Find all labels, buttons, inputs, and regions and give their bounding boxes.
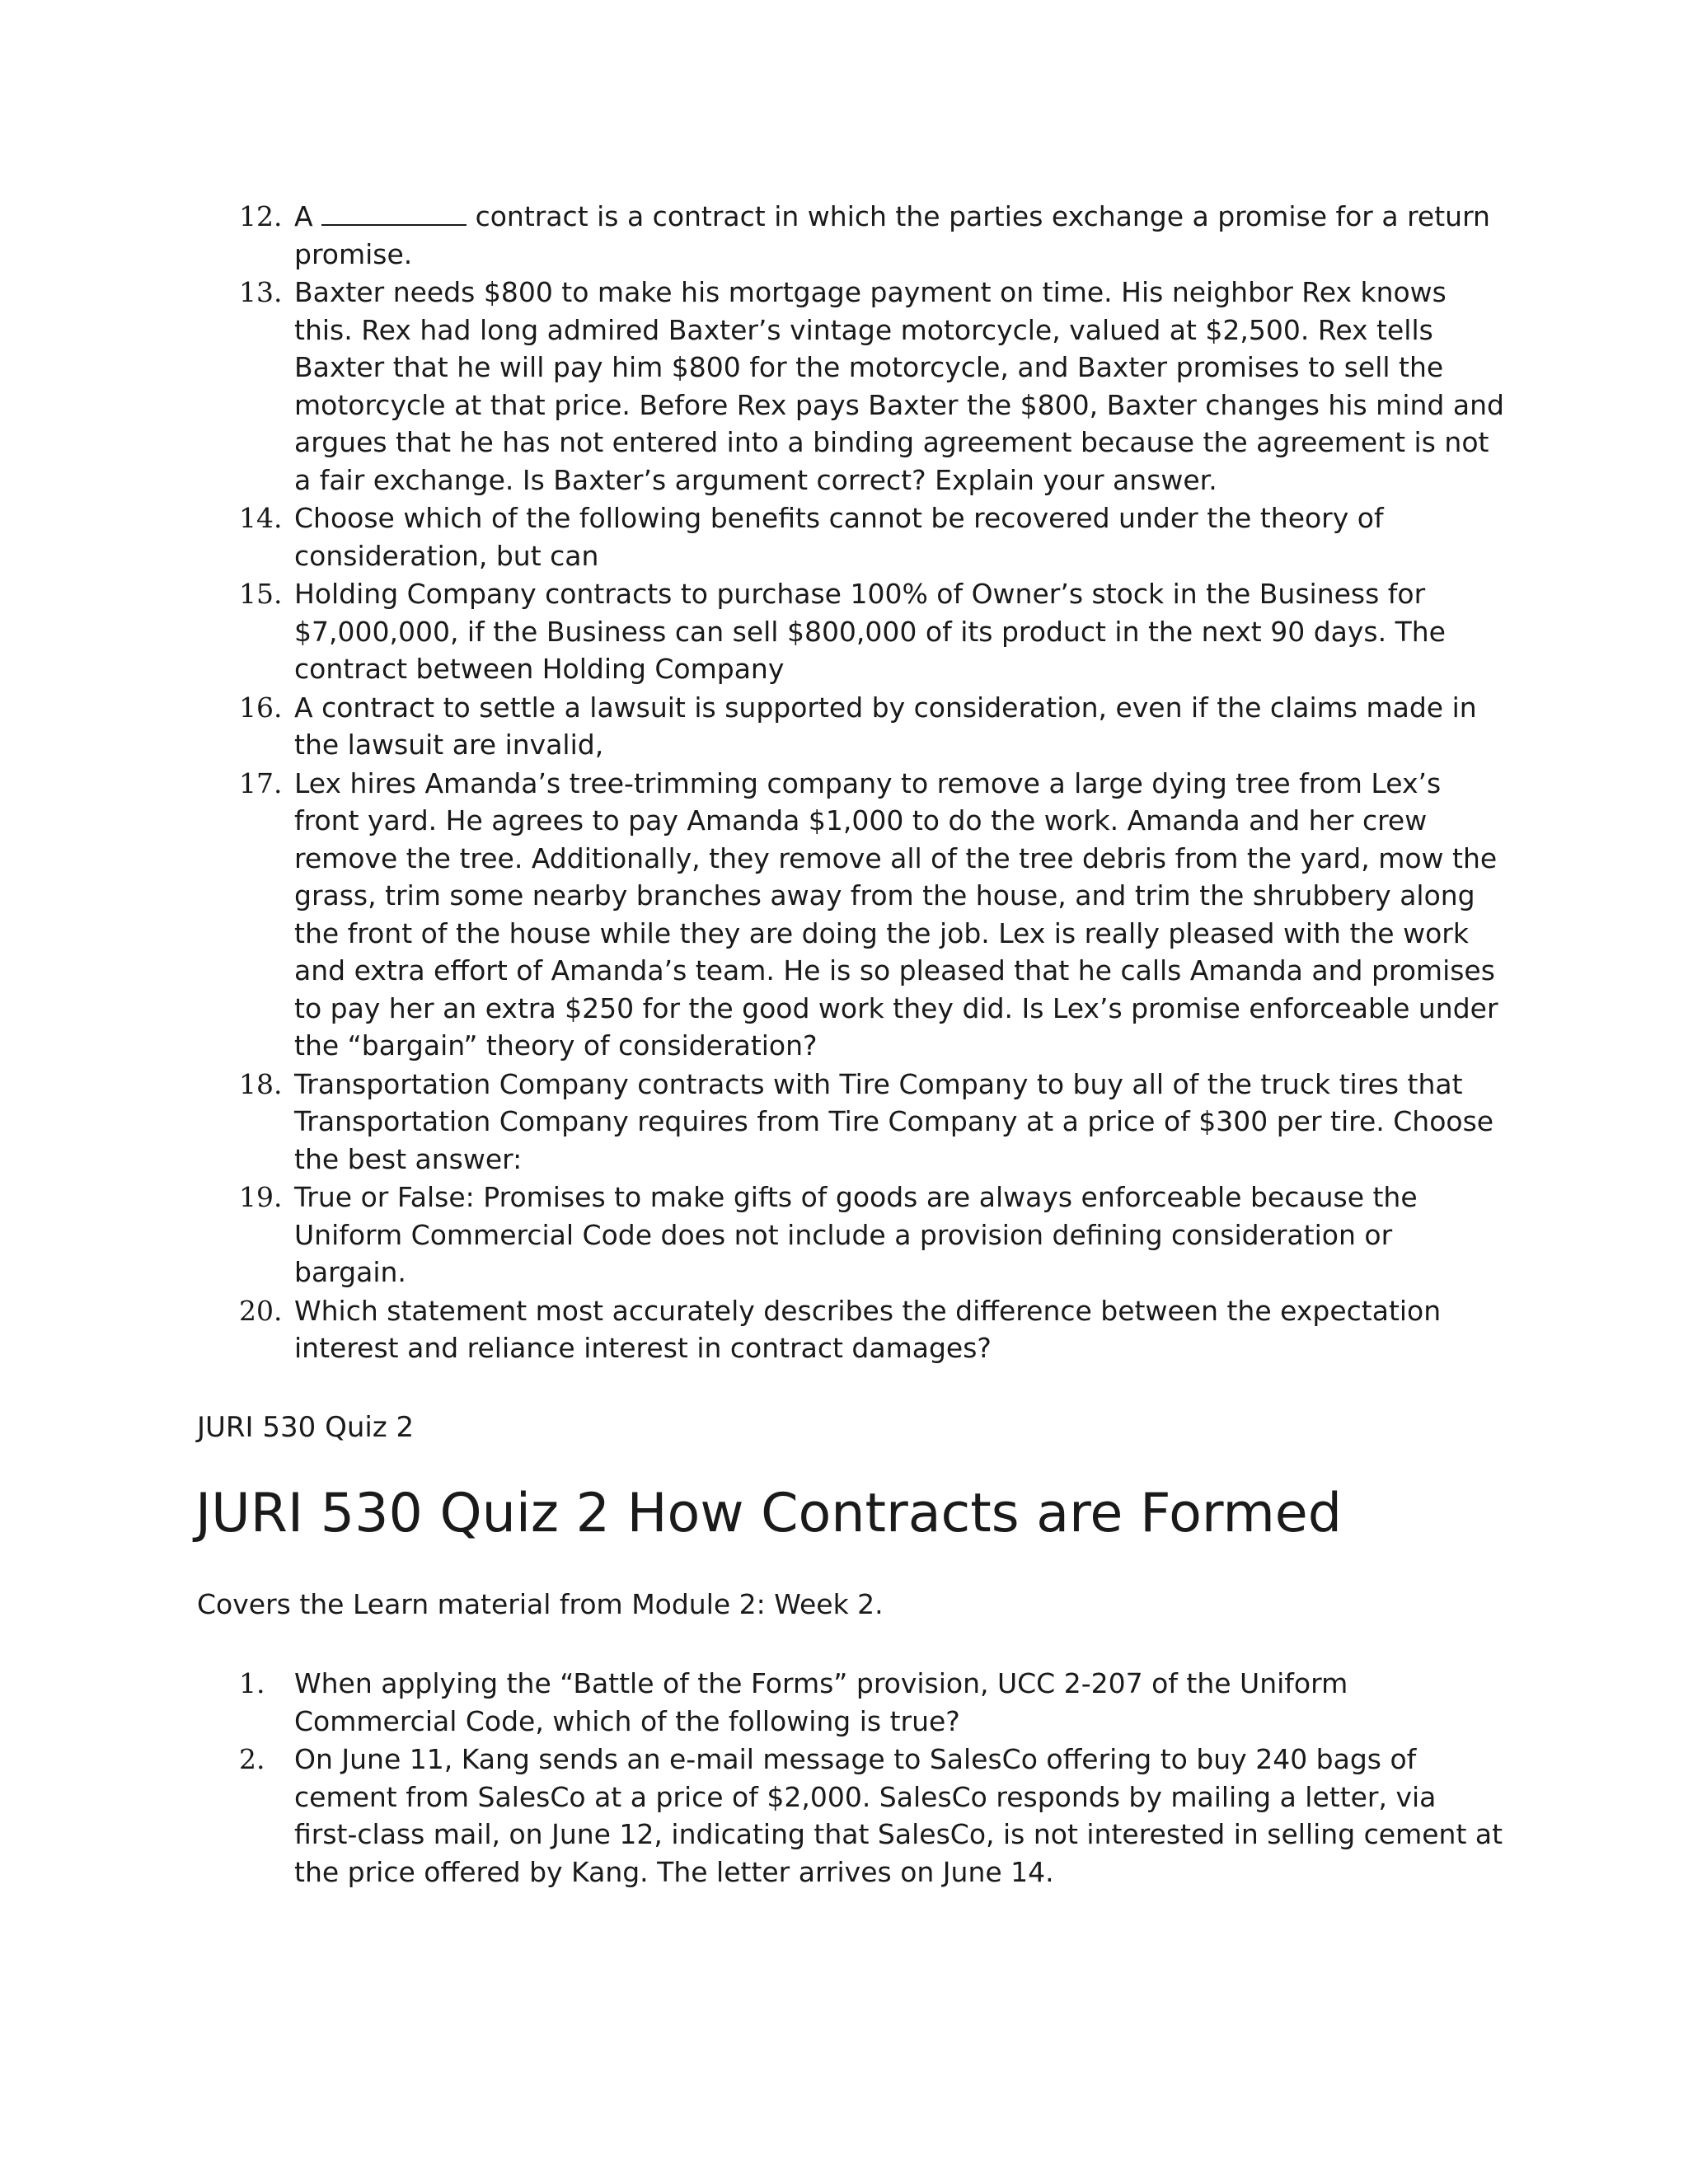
list-item [0,1066,1506,1179]
item-number: 18. [239,1067,283,1100]
question-list [0,1665,1688,1891]
item-number: 19. [239,1181,283,1213]
list-item [0,198,1506,273]
list-item [0,765,1506,1065]
item-number: 17. [239,766,283,799]
item-text-post: contract is a contract in which the parties exchange a promise for a return promise. [294,200,1490,270]
item-number: 16. [239,691,283,724]
section-description: Covers the Learn material from Module 2: Week 2. [197,1588,884,1620]
item-text: A contract to settle a lawsuit is supported by consideration, even if the claims made in the lawsuit are invalid, [294,691,1477,761]
item-number: 20. [239,1294,283,1327]
list-item [0,575,1506,688]
fill-in-blank [321,203,467,226]
item-text: Choose which of the following benefits cannot be recovered under the theory of consideration, but can [294,502,1384,572]
item-number: 14. [239,502,283,534]
list-item [0,499,1506,574]
section-label: JURI 530 Quiz 2 [197,1411,415,1444]
item-text: Baxter needs $800 to make his mortgage payment on time. His neighbor Rex knows this. Rex had long admired Baxter’s vintage motorcycle, valued at $2,500. Rex tells Baxter that he will pay him $800 for the motorcycle, and Baxter promises to sell the motorcycle at that price. Before Rex pays Baxter the $800, Baxter changes his mind and argues that he has not entered into a binding agreement because the agreement is not a fair exchange. Is Baxter’s argument correct? Explain your answer. [294,276,1504,496]
item-text: True or False: Promises to make gifts of goods are always enforceable because the Uniform Commercial Code does not include a provision defining consideration or bargain. [294,1181,1418,1288]
list-item [0,274,1506,499]
item-text: Transportation Company contracts with Tire Company to buy all of the truck tires that Transportation Company requires from Tire Company at a price of $300 per tire. Choose the best answer: [294,1067,1494,1175]
question-list-continued [0,198,1688,1368]
item-number: 15. [239,578,283,610]
item-text-pre: A [294,200,322,232]
item-text: Which statement most accurately describes the difference between the expectation interest and reliance interest in contract damages? [294,1294,1442,1364]
item-text: When applying the “Battle of the Forms” provision, UCC 2-207 of the Uniform Commercial Code, which of the following is true? [294,1667,1348,1737]
item-text: On June 11, Kang sends an e-mail message to SalesCo offering to buy 240 bags of cement from SalesCo at a price of $2,000. SalesCo responds by mailing a letter, via first-class mail, on June 12, indicating that SalesCo, is not interested in selling cement at the price offered by Kang. The letter arrives on June 14. [294,1743,1503,1888]
item-text: Lex hires Amanda’s tree-trimming company to remove a large dying tree from Lex’s front yard. He agrees to pay Amanda $1,000 to do the work. Amanda and her crew remove the tree. Additionally, they remove all of the tree debris from the yard, mow the grass, trim some nearby branches away from the house, and trim the shrubbery along the front of the house while they are doing the job. Lex is really pleased with the work and extra effort of Amanda’s team. He is so pleased that he calls Amanda and promises to pay her an extra $250 for the good work they did. Is Lex’s promise enforceable under the “bargain” theory of consideration? [294,766,1498,1062]
item-number: 12. [239,200,283,232]
list-item [0,1665,1506,1740]
list-item [0,1741,1506,1891]
page-title: JURI 530 Quiz 2 How Contracts are Formed [195,1483,1343,1544]
list-item [0,1179,1506,1291]
item-text [294,198,1506,273]
item-text: Holding Company contracts to purchase 100% of Owner’s stock in the Business for $7,000,000, if the Business can sell $800,000 of its product in the next 90 days. The contract between Holding Company [294,578,1446,685]
item-number: 1. [239,1667,265,1699]
item-number: 13. [239,276,283,308]
item-number: 2. [239,1743,265,1775]
list-item [0,689,1506,764]
list-item [0,1292,1506,1367]
